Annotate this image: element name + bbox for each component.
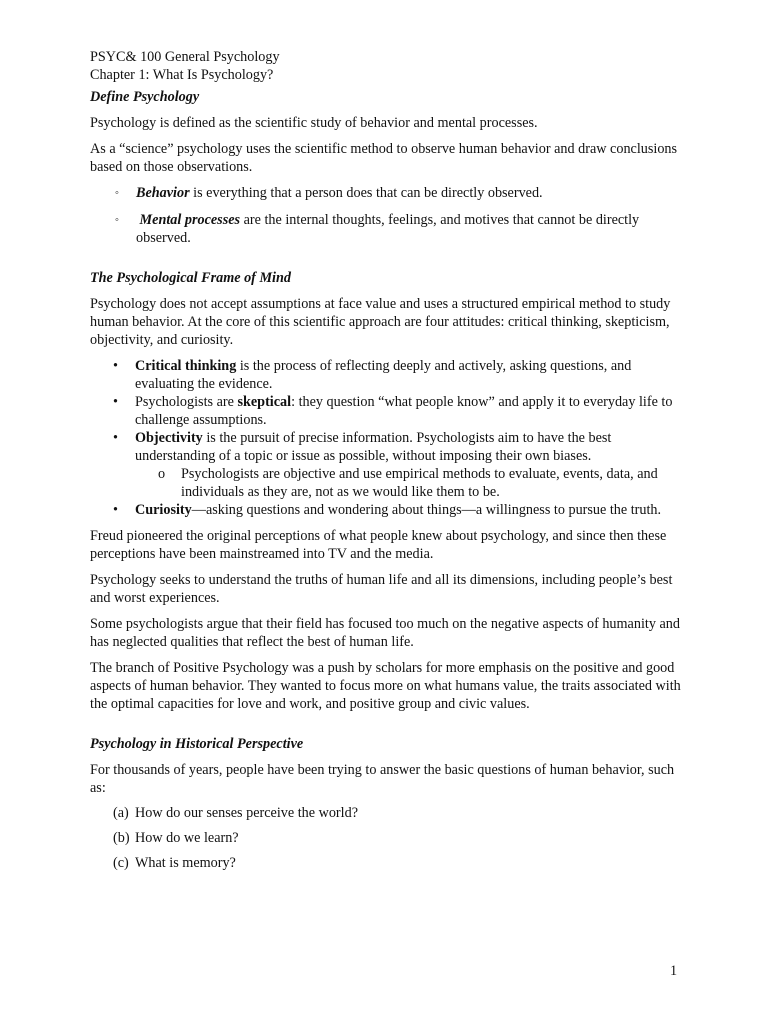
historical-intro-paragraph: For thousands of years, people have been trying to answer the basic questions of human behavior, such as: — [90, 762, 675, 796]
list-item-question-b — [90, 829, 690, 847]
curiosity-text: —asking questions and wondering about things—a willingness to pursue the truth. — [191, 502, 662, 518]
objectivity-subtext: Psychologists are objective and use empirical methods to evaluate, events, data, and individuals as they are, not as we would like them to be. — [181, 466, 658, 500]
list-marker: (c) — [113, 855, 129, 871]
definition-paragraph: Psychology is defined as the scientific study of behavior and mental processes. — [90, 115, 538, 131]
section-heading-historical: Psychology in Historical Perspective — [90, 736, 304, 752]
attitudes-list — [90, 357, 690, 519]
list-item-objectivity — [90, 429, 690, 501]
bullet-icon: • — [113, 430, 118, 446]
term-curiosity: Curiosity — [135, 502, 192, 518]
page-number: 1 — [670, 963, 678, 979]
circle-bullet-icon: ◦ — [115, 187, 119, 199]
negative-aspects-paragraph: Some psychologists argue that their field has focused too much on the negative aspects of humanity and has neglected qualities that reflect the best of human life. — [90, 616, 680, 650]
skeptical-text: : they question “what people know” and apply it to everyday life to challenge assumptions. — [135, 394, 673, 428]
circle-bullet-icon: ◦ — [115, 214, 119, 226]
question-text: How do our senses perceive the world? — [135, 805, 358, 821]
objectivity-sublist — [135, 465, 690, 501]
positive-psychology-paragraph: The branch of Positive Psychology was a push by scholars for more emphasis on the positive and good aspects of human behavior. They wanted to focus more on what humans value, the traits associated with the optimal capacities for love and work, and positive group and civic values. — [90, 660, 681, 712]
skeptical-prefix: Psychologists are — [135, 394, 238, 410]
bullet-icon: • — [113, 394, 118, 410]
definition-list — [90, 184, 690, 247]
term-critical-thinking: Critical thinking — [135, 358, 237, 374]
truths-paragraph: Psychology seeks to understand the truths of human life and all its dimensions, including people’s best and worst experiences. — [90, 572, 673, 606]
mental-processes-definition: are the internal thoughts, feelings, and motives that cannot be directly observed. — [136, 212, 640, 246]
sublist-item — [90, 465, 690, 501]
list-item-critical-thinking — [90, 357, 690, 393]
list-item-curiosity — [90, 501, 690, 519]
bullet-icon: • — [113, 358, 118, 374]
list-item-question-c — [90, 854, 690, 872]
term-mental-processes: Mental processes — [139, 212, 241, 228]
section-heading-frame-of-mind: The Psychological Frame of Mind — [90, 270, 291, 286]
critical-thinking-text: is the process of reflecting deeply and actively, asking questions, and evaluating the evidence. — [135, 358, 632, 392]
list-item-mental-processes — [90, 211, 690, 247]
list-item-question-a — [90, 804, 690, 822]
list-marker: (b) — [113, 830, 130, 846]
course-title: PSYC& 100 General Psychology — [90, 49, 280, 65]
term-skeptical: skeptical — [237, 394, 292, 410]
chapter-title: Chapter 1: What Is Psychology? — [90, 67, 274, 83]
science-paragraph: As a “science” psychology uses the scientific method to observe human behavior and draw conclusions based on those observations. — [90, 141, 678, 175]
question-text: What is memory? — [135, 855, 236, 871]
frame-intro-paragraph: Psychology does not accept assumptions at face value and uses a structured empirical method to study human behavior. At the core of this scientific approach are four attitudes: critical thinking, skepticism, objectivity, and curiosity. — [90, 296, 671, 348]
section-heading-define: Define Psychology — [90, 89, 200, 105]
term-behavior: Behavior — [136, 185, 190, 201]
term-objectivity: Objectivity — [135, 430, 203, 446]
bullet-icon: • — [113, 502, 118, 518]
list-item-behavior — [90, 184, 690, 202]
sub-bullet-icon: o — [158, 466, 166, 482]
page-content — [90, 48, 690, 879]
behavior-definition: is everything that a person does that can be directly observed. — [189, 185, 543, 201]
objectivity-text: is the pursuit of precise information. Psychologists aim to have the best understanding of a topic or issue as possible, without imposing their own biases. — [135, 430, 612, 464]
list-marker: (a) — [113, 805, 129, 821]
freud-paragraph: Freud pioneered the original perceptions of what people knew about psychology, and since then these perceptions have been mainstreamed into TV and the media. — [90, 528, 667, 562]
list-item-skeptical — [90, 393, 690, 429]
question-text: How do we learn? — [135, 830, 239, 846]
questions-list — [90, 804, 690, 872]
